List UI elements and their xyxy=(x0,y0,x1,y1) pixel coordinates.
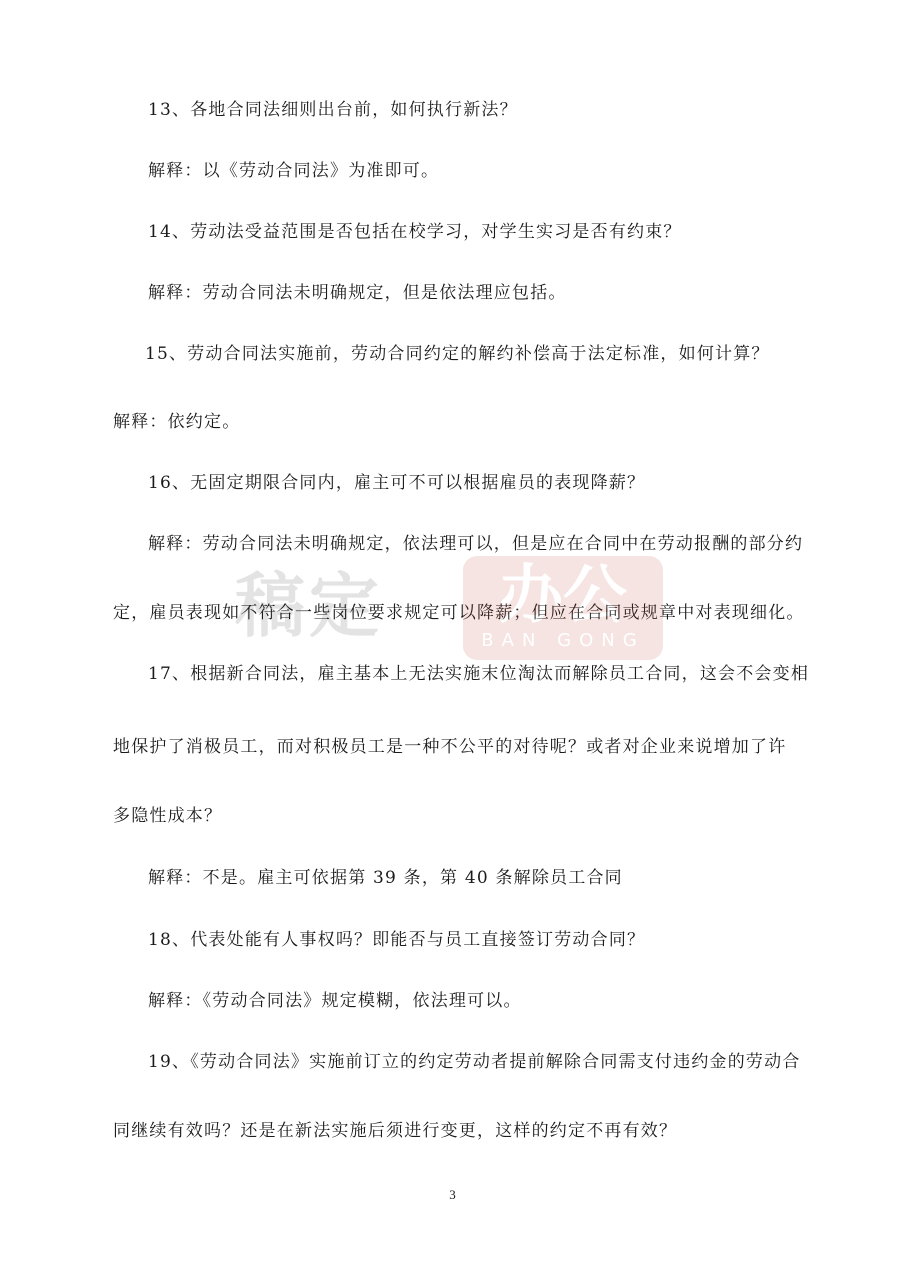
question-14: 14、劳动法受益范围是否包括在校学习，对学生实习是否有约束？ xyxy=(148,222,682,242)
answer-16-line-1: 解释：劳动合同法未明确规定，依法理可以，但是应在合同中在劳动报酬的部分约 xyxy=(148,534,804,554)
question-19-line-2: 同继续有效吗？还是在新法实施后须进行变更，这样的约定不再有效？ xyxy=(113,1121,678,1141)
question-17-line-1: 17、根据新合同法，雇主基本上无法实施末位淘汰而解除员工合同，这会不会变相 xyxy=(148,664,810,684)
answer-16-line-2: 定，雇员表现如不符合一些岗位要求规定可以降薪；但应在合同或规章中对表现细化。 xyxy=(113,603,805,623)
answer-15: 解释：依约定。 xyxy=(113,412,241,432)
watermark-text-left: 稿定 xyxy=(235,565,383,647)
answer-18: 解释：《劳动合同法》规定模糊，依法理可以。 xyxy=(148,991,522,1011)
question-13: 13、各地合同法细则出台前，如何执行新法？ xyxy=(148,100,518,120)
question-18: 18、代表处能有人事权吗？即能否与员工直接签订劳动合同？ xyxy=(148,930,646,950)
answer-13: 解释：以《劳动合同法》为准即可。 xyxy=(148,161,440,181)
answer-17: 解释：不是。雇主可依据第 39 条，第 40 条解除员工合同 xyxy=(148,868,623,888)
question-16: 16、无固定期限合同内，雇主可不可以根据雇员的表现降薪？ xyxy=(148,473,646,493)
answer-14: 解释：劳动合同法未明确规定，但是依法理应包括。 xyxy=(148,283,567,303)
question-17-line-2: 地保护了消极员工，而对积极员工是一种不公平的对待呢？或者对企业来说增加了许 xyxy=(113,737,787,757)
watermark-subtext: BAN GONG xyxy=(481,630,645,651)
page-number: 3 xyxy=(449,1187,456,1202)
question-17-line-3: 多隐性成本？ xyxy=(113,806,223,826)
question-19-line-1: 19、《劳动合同法》实施前订立的约定劳动者提前解除合同需支付违约金的劳动合 xyxy=(148,1052,801,1072)
question-15: 15、劳动合同法实施前，劳动合同约定的解约补偿高于法定标准，如何计算？ xyxy=(145,344,770,364)
watermark-text-right: 办公 xyxy=(499,559,627,633)
